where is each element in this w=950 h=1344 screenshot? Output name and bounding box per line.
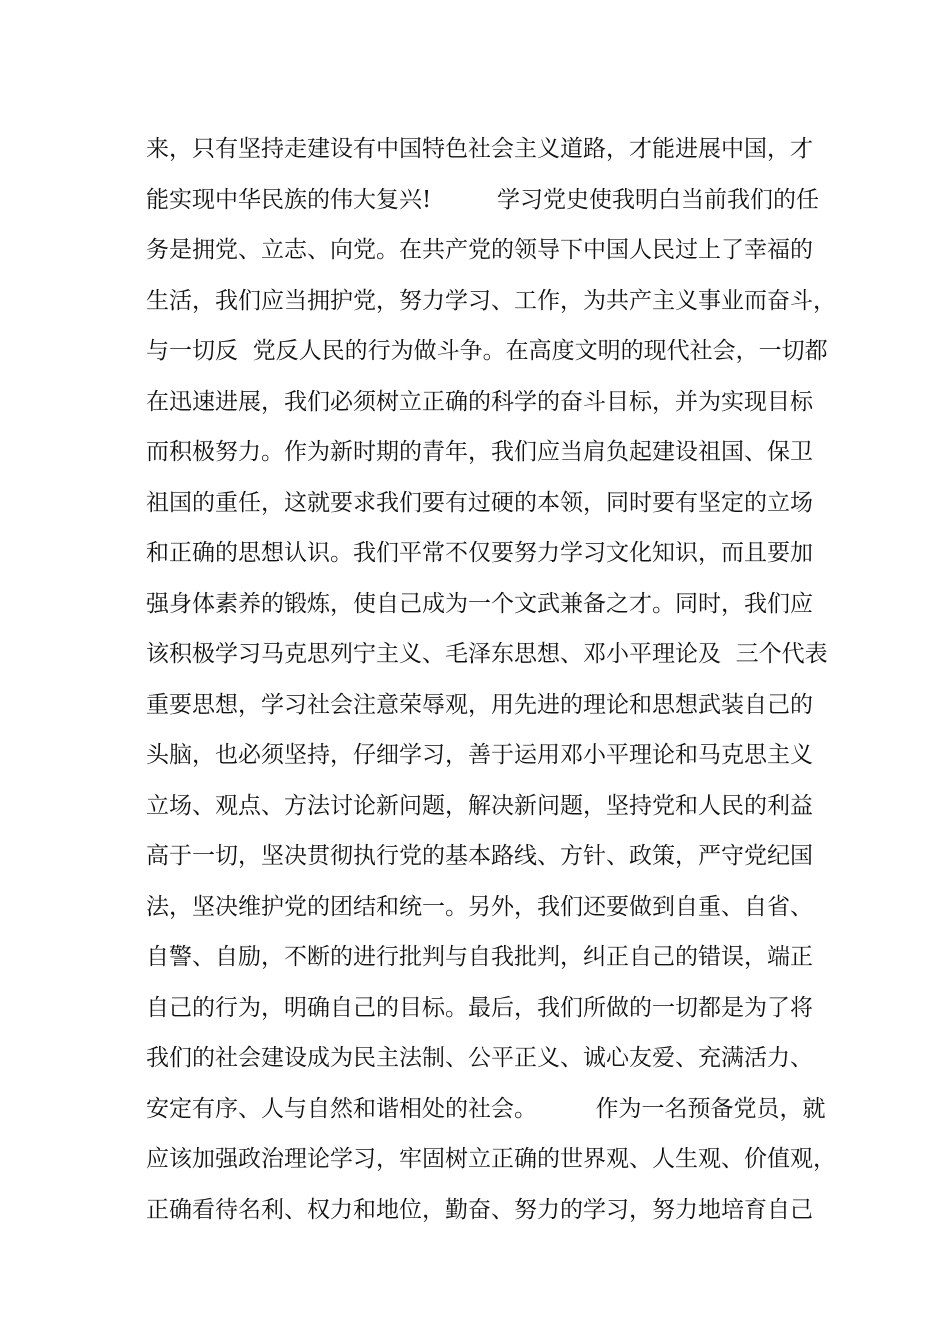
text-line: 重要思想，学习社会注意荣辱观，用先进的理论和思想武装自己的 (146, 691, 813, 718)
text-line: 头脑，也必须坚持，仔细学习，善于运用邓小平理论和马克思主义 (146, 742, 813, 768)
text-line: 生活，我们应当拥护党，努力学习、工作，为共产主义事业而奋斗， (146, 287, 836, 314)
text-line: 祖国的重任，这就要求我们要有过硬的本领，同时要有坚定的立场 (146, 489, 813, 516)
text-line: 强身体素养的锻炼，使自己成为一个文武兼备之才。同时，我们应 (146, 590, 813, 617)
text-line: 与一切反 党反人民的行为做斗争。在高度文明的现代社会，一切都 (146, 338, 828, 364)
text-line: 法，坚决维护党的团结和统一。另外，我们还要做到自重、自省、 (146, 893, 813, 920)
text-line: 该积极学习马克思列宁主义、毛泽东思想、邓小平理论及 三个代表 (146, 641, 828, 667)
text-line: 务是拥党、立志、向党。在共产党的领导下中国人民过上了幸福的 (146, 237, 813, 263)
text-line: 安定有序、人与自然和谐相处的社会。 作为一名预备党员，就 (146, 1095, 826, 1122)
text-line: 应该加强政治理论学习，牢固树立正确的世界观、人生观、价值观， (146, 1146, 836, 1172)
text-line: 在迅速进展，我们必须树立正确的科学的奋斗目标，并为实现目标 (146, 388, 813, 415)
text-line: 自己的行为，明确自己的目标。最后，我们所做的一切都是为了将 (146, 994, 813, 1021)
text-line: 和正确的思想认识。我们平常不仅要努力学习文化知识，而且要加 (146, 540, 813, 566)
text-line: 高于一切，坚决贯彻执行党的基本路线、方针、政策，严守党纪国 (146, 843, 813, 869)
text-line: 而积极努力。作为新时期的青年，我们应当肩负起建设祖国、保卫 (146, 439, 813, 465)
text-line: 自警、自励，不断的进行批判与自我批判，纠正自己的错误，端正 (146, 944, 813, 970)
text-line: 来，只有坚持走建设有中国特色社会主义道路，才能进展中国，才 (146, 136, 813, 162)
text-line: 正确看待名利、权力和地位，勤奋、努力的学习，努力地培育自己 (146, 1196, 813, 1223)
text-line: 能实现中华民族的伟大复兴! 学习党史使我明白当前我们的任 (146, 186, 820, 213)
text-line: 我们的社会建设成为民主法制、公平正义、诚心友爱、充满活力、 (146, 1045, 813, 1071)
text-line: 立场、观点、方法讨论新问题，解决新问题，坚持党和人民的利益 (146, 792, 813, 819)
body-text (146, 124, 836, 1235)
